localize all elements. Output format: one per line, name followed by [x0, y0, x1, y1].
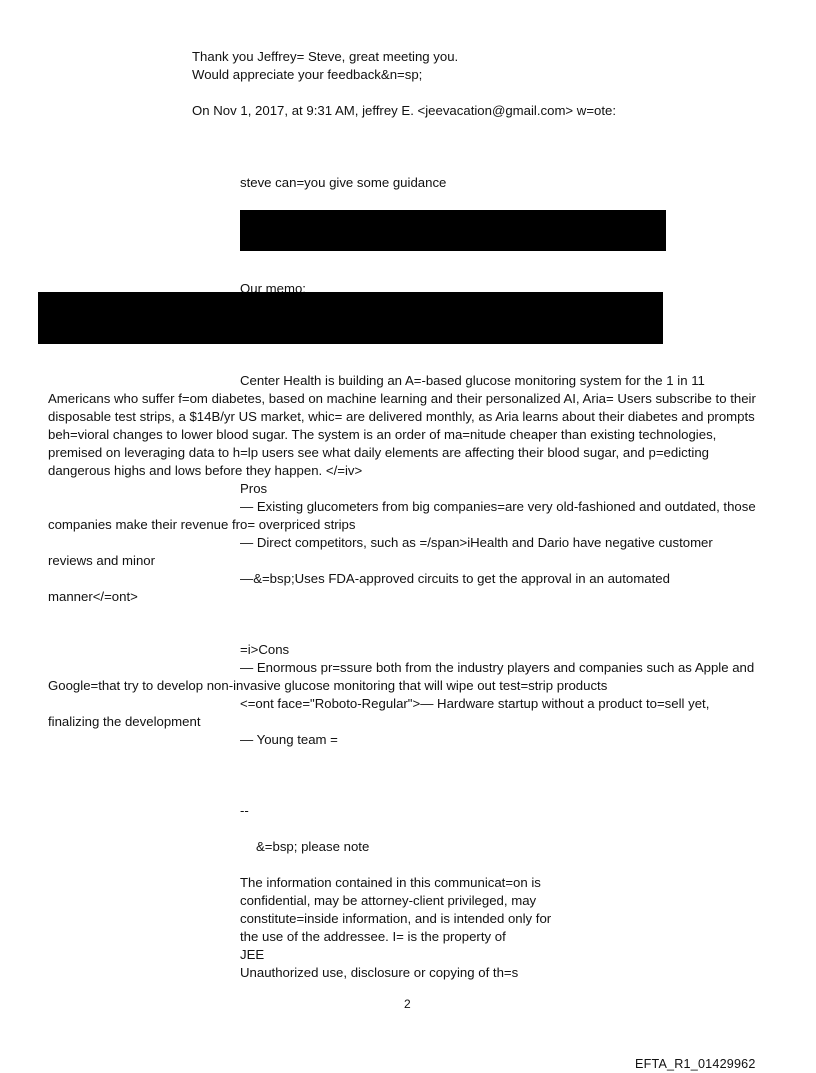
memo-label-clip	[240, 280, 380, 292]
signature-separator: --	[240, 803, 249, 818]
disclaimer-line-2: confidential, may be attorney-client privileged, may	[240, 893, 537, 908]
reply-line-2: Would appreciate your feedback&n=sp;	[192, 67, 423, 82]
quote-header: On Nov 1, 2017, at 9:31 AM, jeffrey E. <jeevacation@gmail.com> w=ote:	[192, 103, 617, 118]
cons-heading: =i>Cons	[240, 642, 290, 657]
guidance-line: steve can=you give some guidance	[240, 175, 447, 190]
con-1-line-a: — Enormous pr=ssure both from the industry players and companies such as Apple and	[240, 660, 755, 675]
pro-3-line-b: manner</=ont>	[48, 589, 138, 604]
pro-2-line-a: — Direct competitors, such as =/span>iHealth and Dario have negative customer	[240, 535, 713, 550]
bates-number: EFTA_R1_01429962	[635, 1057, 756, 1071]
pro-2-line-b: reviews and minor	[48, 553, 156, 568]
pro-3-line-a: —&=bsp;Uses FDA-approved circuits to get the approval in an automated	[240, 571, 670, 586]
disclaimer-line-1: The information contained in this communicat=on is	[240, 875, 541, 890]
pro-1-line-b: companies make their revenue fro= overpriced strips	[48, 517, 356, 532]
disclaimer-line-4: the use of the addressee. I= is the property of	[240, 929, 506, 944]
page-number: 2	[404, 997, 411, 1011]
reply-line-1: Thank you Jeffrey= Steve, great meeting you.	[192, 49, 459, 64]
pro-1-line-a: — Existing glucometers from big companies=are very old-fashioned and outdated, those	[240, 499, 756, 514]
con-1-line-b: Google=that try to develop non-invasive glucose monitoring that will wipe out test=strip products	[48, 678, 608, 693]
pros-heading: Pros	[240, 481, 268, 496]
con-3: — Young team =	[240, 732, 338, 747]
memo-label: Our memo:	[240, 281, 306, 292]
please-note: &=bsp; please note	[256, 839, 370, 854]
redaction-block-2	[38, 292, 663, 344]
disclaimer-line-6: Unauthorized use, disclosure or copying of th=s	[240, 965, 519, 980]
con-2-line-a: <=ont face="Roboto-Regular">— Hardware startup without a product to=sell yet,	[240, 696, 710, 711]
summary-line-1: Center Health is building an A=-based glucose monitoring system for the 1 in 11	[240, 373, 705, 388]
con-2-line-b: finalizing the development	[48, 714, 201, 729]
disclaimer-line-3: constitute=inside information, and is intended only for	[240, 911, 552, 926]
summary-paragraph: Americans who suffer f=om diabetes, based on machine learning and their personalized AI, Aria= Users subscribe to their disposable test strips, a $14B/yr US market, whic= are delivered monthly, as Aria learns about their diabetes and prompts beh=vioral changes to lower blood sugar. The system is an order of ma=nitude cheaper than existing technologies, premised on leveraging data to h=lp users see what daily elements are affecting their blood sugar, and p=edicting dangerous highs and lows before they happen. </=iv>	[48, 391, 756, 478]
redaction-block-1	[240, 210, 666, 251]
disclaimer-line-5: JEE	[240, 947, 265, 962]
